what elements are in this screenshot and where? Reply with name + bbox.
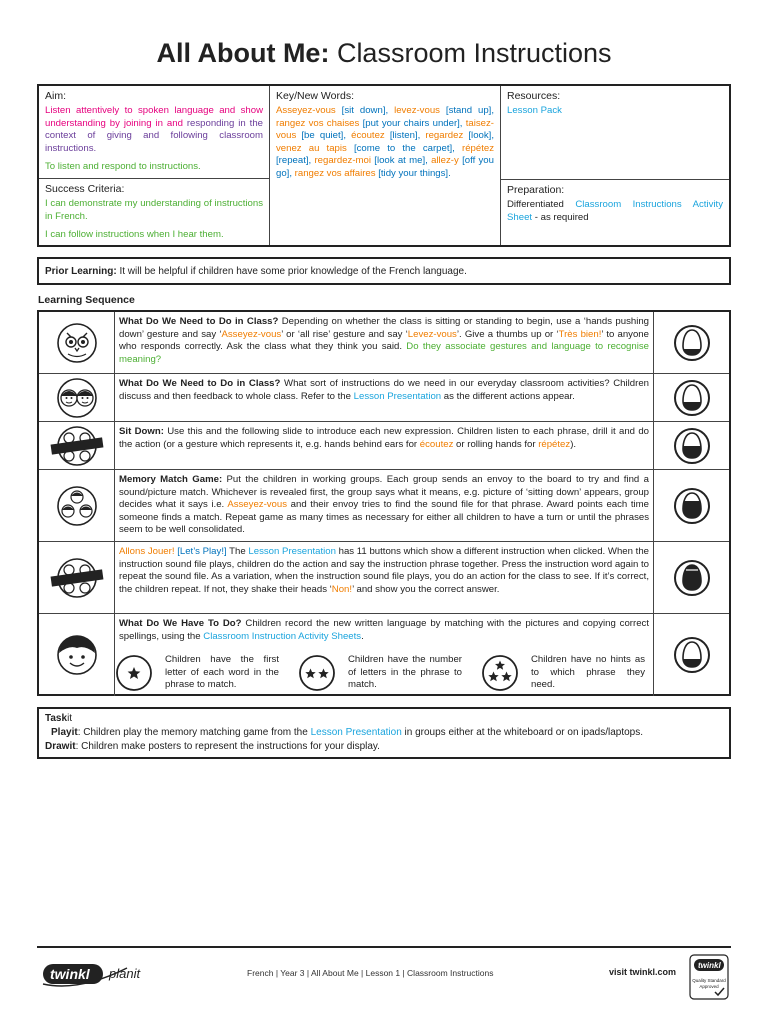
keywords-column	[270, 86, 501, 245]
egg-icon-quarter	[653, 374, 729, 421]
sequence-row-3-text: Sit Down: Use this and the following slide to introduce each new expression. Children listen to each phrase, drill it and do the action (or a gesture which represents it, e.g. hands behind ears for écoutez or rolling hands for répétez).	[119, 426, 649, 450]
egg-icon-half	[653, 422, 729, 469]
keywords-heading: Key/New Words:	[276, 90, 354, 102]
single-face-icon	[39, 614, 115, 696]
whole-class-icon-2	[39, 542, 115, 613]
learning-sequence-heading: Learning Sequence	[38, 294, 135, 306]
footer	[37, 946, 731, 1004]
learning-sequence-table	[37, 310, 731, 696]
success-line-2: I can follow instructions when I hear them.	[45, 229, 224, 241]
keyword-french: venez au tapis	[276, 142, 347, 154]
whole-class-icon	[39, 422, 115, 469]
lesson-pack-link[interactable]: Lesson Pack	[507, 105, 562, 116]
playit-presentation-link[interactable]: Lesson Presentation	[310, 727, 402, 738]
sequence-row-1-text: What Do We Need to Do in Class? Depending on whether the class is sitting or standing to begin, use a ‘hands pushing down’ gesture and say ‘Asseyez-vous’ or ‘all rise’ gesture and say ‘Levez-vous’. Give a thumbs up or ‘Très bien!’ to anyone who responds correctly. Ask the class what they think you said. Do they associate gestures and language to recognise meaning?	[119, 316, 650, 365]
keyword-english: [look at me],	[371, 155, 432, 167]
keyword-french: Asseyez-vous	[276, 105, 336, 116]
sequence-row-6	[39, 614, 729, 696]
sequence-row-2	[39, 374, 729, 422]
twinkl-url-link[interactable]: visit twinkl.com	[609, 967, 677, 977]
aim-column	[39, 86, 270, 245]
resources-column	[501, 86, 729, 245]
planit-logo: planit	[109, 966, 141, 981]
svg-text:twinkl: twinkl	[698, 961, 721, 970]
keyword-english: [come to the carpet],	[346, 142, 462, 154]
differentiation-levels	[115, 654, 653, 692]
differentiation-two-stars: Children have the number of letters in the phrase to match.	[298, 654, 473, 692]
taskit-box	[37, 707, 731, 759]
keyword-english: [sit down],	[335, 105, 395, 116]
preparation-text: Differentiated Classroom Instructions Activity Sheet - as required	[507, 199, 723, 223]
resources-heading: Resources:	[507, 90, 561, 102]
aim-text: Listen attentively to spoken language and show understanding by joining in and responding in the context of giving and following classroom instructions.	[45, 105, 263, 154]
svg-text:Approved: Approved	[699, 984, 719, 989]
preparation-heading: Preparation:	[507, 184, 565, 196]
keywords-list	[276, 105, 494, 181]
differentiation-one-star: Children have the first letter of each word in the phrase to match.	[115, 654, 290, 692]
two-stars-icon	[298, 654, 336, 692]
success-criteria-cell	[39, 179, 269, 246]
sequence-row-5-text: Allons Jouer! [Let’s Play!] The Lesson Presentation has 11 buttons which show a different instruction when clicked. When the instruction sound file plays, children do the action and say the instruction phrase together. Press the instruction word again to repeat the sound file. As a variation, when the instruction sound file plays, you do an action for the class to see. If it’s correct, the children repeat. If not, they shake their heads ‘Non!’ and show you the correct answer.	[119, 546, 650, 595]
sequence-row-4-text: Memory Match Game: Put the children in working groups. Each group sends an envoy to the board to try and find a sound/picture match. Whichever is revealed first, the group says what it means, e.g. picture of ‘sitting down’ appears, group decides what it says i.e. Asseyez-vous and their envoy tries to find the sound file for that phrase. Award points each time someone finds a match. Repeat game as many times as necessary for either all children to have a turn or until the phrases seem to be well consolidated.	[119, 474, 650, 535]
keyword-english: [repeat],	[276, 155, 315, 167]
keyword-french: regardez-moi	[314, 155, 372, 167]
quality-badge-icon	[689, 954, 729, 1000]
keyword-english: [look],	[463, 130, 494, 142]
aim-goal: To listen and respond to instructions.	[45, 161, 201, 173]
lesson-presentation-link[interactable]: Lesson Presentation	[353, 390, 442, 402]
keyword-french: rangez vos chaises	[276, 117, 360, 129]
prior-learning	[37, 257, 731, 285]
keyword-french: allez-y	[431, 155, 459, 167]
sequence-row-1	[39, 312, 729, 374]
two-faces-icon	[39, 374, 115, 421]
differentiation-three-stars: Children have no hints as to which phrase they need.	[481, 654, 656, 692]
lesson-overview-table	[37, 84, 731, 247]
sequence-row-6-text: What Do We Have To Do? Children record the new written language by matching with the pictures and copying correct spellings, using the Classroom Instruction Activity Sheets. Children have the first letter of each word in the phrase to match. Children have the number of letters in the phrase to match. Children have no hints as to which phrase they need.	[115, 614, 653, 696]
three-stars-icon	[481, 654, 519, 692]
taskit-heading: Taskit	[45, 713, 73, 724]
sequence-row-5	[39, 542, 729, 614]
svg-text:twinkl: twinkl	[50, 966, 90, 982]
keyword-french: regardez	[425, 130, 464, 142]
page-title: All About Me: Classroom Instructions	[156, 38, 612, 68]
prior-learning-label: Prior Learning:	[45, 266, 117, 277]
egg-icon-quarter-2	[653, 614, 729, 696]
keyword-english: [put your chairs under],	[359, 117, 466, 129]
footer-breadcrumb: French | Year 3 | All About Me | Lesson 1 | Classroom Instructions	[247, 968, 494, 978]
egg-icon-three-quarter	[653, 470, 729, 541]
sequence-row-3	[39, 422, 729, 470]
aim-heading: Aim:	[45, 90, 66, 102]
drawit-line: Drawit: Children make posters to represent the instructions for your display.	[45, 741, 380, 752]
success-line-1: I can demonstrate my understanding of instructions in French.	[45, 198, 263, 222]
lesson-presentation-link-2[interactable]: Lesson Presentation	[248, 546, 336, 557]
keyword-english: [tidy your things].	[375, 167, 451, 179]
egg-icon-empty	[653, 312, 729, 373]
sequence-row-4	[39, 470, 729, 542]
activity-sheets-link[interactable]: Classroom Instruction Activity Sheets	[203, 630, 362, 642]
keyword-english: [be quiet],	[296, 130, 352, 142]
keyword-english: [listen],	[384, 130, 426, 142]
svg-text:Quality Standard: Quality Standard	[692, 978, 726, 983]
egg-icon-full	[653, 542, 729, 613]
activity-sheet-link[interactable]: Classroom Instructions Activity Sheet	[507, 199, 723, 223]
owl-face-icon	[39, 312, 115, 373]
group-faces-icon	[39, 470, 115, 541]
keyword-french: taisez-vous	[276, 117, 494, 142]
sequence-row-2-text: What Do We Need to Do in Class? What sort of instructions do we need in our everyday classroom activities? Children discuss and then feedback to whole class. Refer to the Lesson Presentation as the different actions appear.	[119, 378, 649, 402]
keyword-english: [stand up],	[439, 105, 494, 116]
keyword-french: levez-vous	[394, 105, 440, 116]
keyword-english: [off you go],	[276, 155, 494, 179]
keyword-french: rangez vos affaires	[294, 167, 376, 179]
success-heading: Success Criteria:	[45, 183, 125, 195]
playit-line: Playit: Children play the memory matching game from the Lesson Presentation in groups either at the whiteboard or on ipads/laptops.	[51, 727, 644, 738]
preparation-cell	[501, 179, 729, 245]
aim-cell	[39, 86, 269, 179]
one-star-icon	[115, 654, 153, 692]
keyword-french: répétez	[462, 142, 494, 154]
keyword-french: écoutez	[351, 130, 385, 142]
prior-learning-text: It will be helpful if children have some prior knowledge of the French language.	[116, 266, 467, 277]
